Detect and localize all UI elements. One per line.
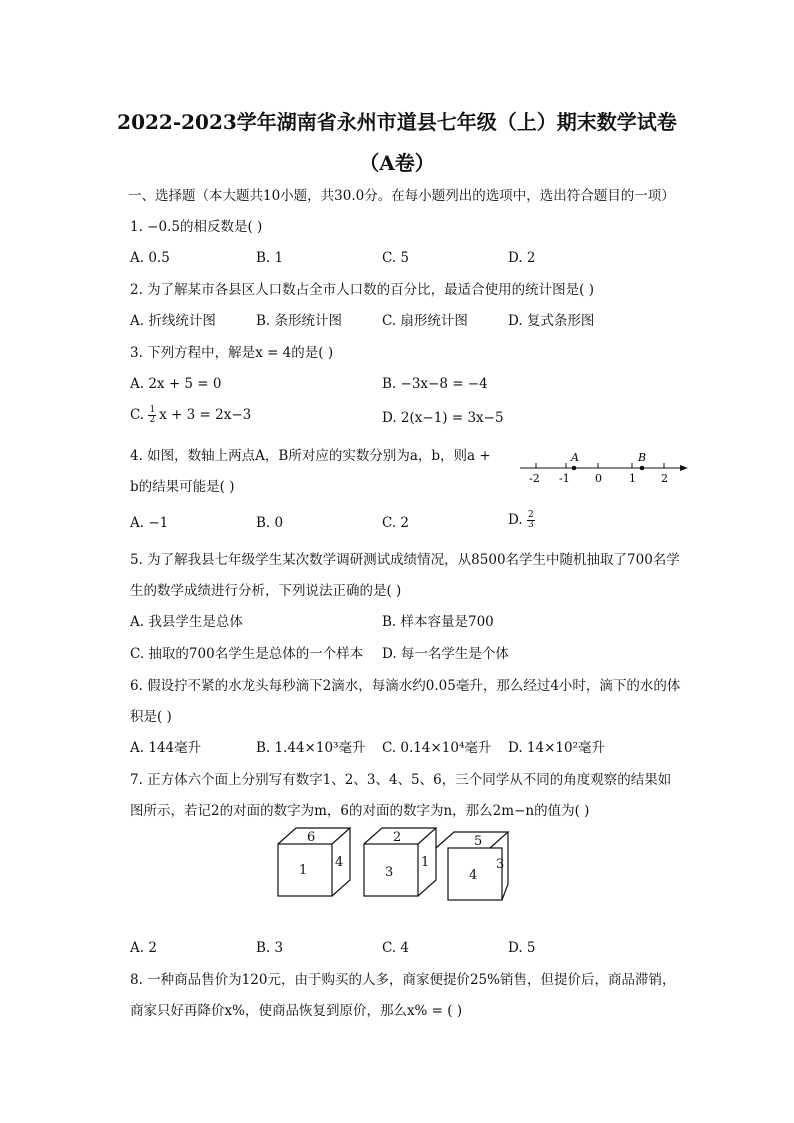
cube-1-front-label: 1: [299, 863, 308, 878]
point-a-dot: [572, 466, 577, 471]
q3-option-c: [130, 406, 251, 425]
arrow-icon: [680, 465, 688, 471]
question-4-line2: b的结果可能是( ): [130, 479, 235, 495]
cube-3-front-label: 4: [469, 868, 478, 883]
cube-3-top-label: 5: [474, 834, 483, 849]
cube-3-top: [436, 832, 508, 848]
q7-option-c: C. 4: [382, 940, 410, 956]
question-5-line1: 5. 为了解我县七年级学生某次数学调研测试成绩情况，从8500名学生中随机抽取了700名学: [130, 552, 680, 568]
cube-figure: [270, 826, 510, 906]
cube-2-front-label: 3: [385, 865, 394, 880]
q4-option-b: B. 0: [256, 515, 284, 531]
q1-option-a: A. 0.5: [130, 250, 170, 266]
tick-label: 0: [595, 472, 602, 485]
number-line: [514, 448, 694, 488]
q2-option-d: D. 复式条形图: [508, 313, 595, 329]
tick-label: -1: [559, 472, 570, 485]
q2-option-c: C. 扇形统计图: [382, 313, 468, 329]
cube-3-side-label: 3: [496, 857, 505, 872]
fraction: $\frac{1}{2}$: [149, 405, 156, 425]
q2-option-b: B. 条形统计图: [256, 313, 343, 329]
q6-option-d: D. 14×10²毫升: [508, 740, 606, 756]
q4-option-d-prefix: D.: [508, 512, 523, 528]
exam-subtitle: （A卷）: [359, 151, 435, 175]
q3-option-b: B. −3x−8 = −4: [382, 376, 488, 392]
fraction: $\frac{2}{3}$: [527, 510, 534, 530]
tick-label: 1: [629, 472, 636, 485]
q6-option-c: C. 0.14×10⁴毫升: [382, 740, 492, 756]
tick-label: -2: [529, 472, 540, 485]
question-3: 3. 下列方程中，解是x = 4的是( ): [130, 345, 334, 361]
question-2: 2. 为了解某市各县区人口数占全市人口数的百分比，最适合使用的统计图是( ): [130, 282, 594, 298]
point-b-dot: [640, 466, 645, 471]
q7-option-b: B. 3: [256, 940, 284, 956]
q1-option-d: D. 2: [508, 250, 536, 266]
q5-option-c: C. 抽取的700名学生是总体的一个样本: [130, 646, 364, 662]
q4-option-d: [508, 511, 538, 530]
q5-option-d: D. 每一名学生是个体: [382, 646, 509, 662]
cube-2-side-label: 1: [421, 855, 430, 870]
point-b-label: B: [638, 451, 647, 464]
q2-option-a: A. 折线统计图: [130, 313, 216, 329]
q1-option-c: C. 5: [382, 250, 410, 266]
question-7-line2: 图所示，若记2的对面的数字为m，6的对面的数字为n，那么2m−n的值为( ): [130, 803, 590, 819]
q3-option-c-expr: x + 3 = 2x−3: [159, 407, 252, 423]
q4-option-c: C. 2: [382, 515, 410, 531]
question-6-line1: 6. 假设拧不紧的水龙头每秒滴下2滴水，每滴水约0.05毫升，那么经过4小时，滴下的水的体: [130, 678, 681, 694]
question-4-line1: 4. 如图，数轴上两点A，B所对应的实数分别为a，b，则a +: [130, 448, 491, 464]
exam-title: 2022-2023学年湖南省永州市道县七年级（上）期末数学试卷: [117, 110, 677, 134]
q5-option-b: B. 样本容量是700: [382, 614, 494, 630]
question-8-line1: 8. 一种商品售价为120元，由于购买的人多，商家便提价25%销售，但提价后，商品滞销，: [130, 972, 676, 988]
q1-option-b: B. 1: [256, 250, 284, 266]
q7-option-d: D. 5: [508, 940, 536, 956]
q6-option-a: A. 144毫升: [130, 740, 202, 756]
q4-option-a: A. −1: [130, 515, 169, 531]
q6-option-b: B. 1.44×10³毫升: [256, 740, 366, 756]
point-a-label: A: [571, 451, 579, 464]
q3-option-d: D. 2(x−1) = 3x−5: [382, 410, 504, 426]
question-8-line2: 商家只好再降价x%，使商品恢复到原价，那么x% = ( ): [130, 1003, 463, 1019]
tick-label: 2: [661, 472, 668, 485]
q5-option-a: A. 我县学生是总体: [130, 614, 243, 630]
section-heading: 一、选择题（本大题共10小题，共30.0分。在每小题列出的选项中，选出符合题目的一项）: [128, 188, 675, 204]
question-5-line2: 生的数学成绩进行分析，下列说法正确的是( ): [130, 583, 402, 599]
q3-option-c-prefix: C.: [130, 407, 145, 423]
question-7-line1: 7. 正方体六个面上分别写有数字1、2、3、4、5、6，三个同学从不同的角度观察的结果如: [130, 772, 672, 788]
cube-1-top-label: 6: [307, 830, 316, 845]
question-6-line2: 积是( ): [130, 709, 172, 725]
question-1: 1. −0.5的相反数是( ): [130, 219, 263, 235]
q3-option-a: A. 2x + 5 = 0: [130, 376, 222, 392]
cube-1-side-label: 4: [335, 855, 344, 870]
cube-2-top-label: 2: [393, 830, 402, 845]
q7-option-a: A. 2: [130, 940, 157, 956]
